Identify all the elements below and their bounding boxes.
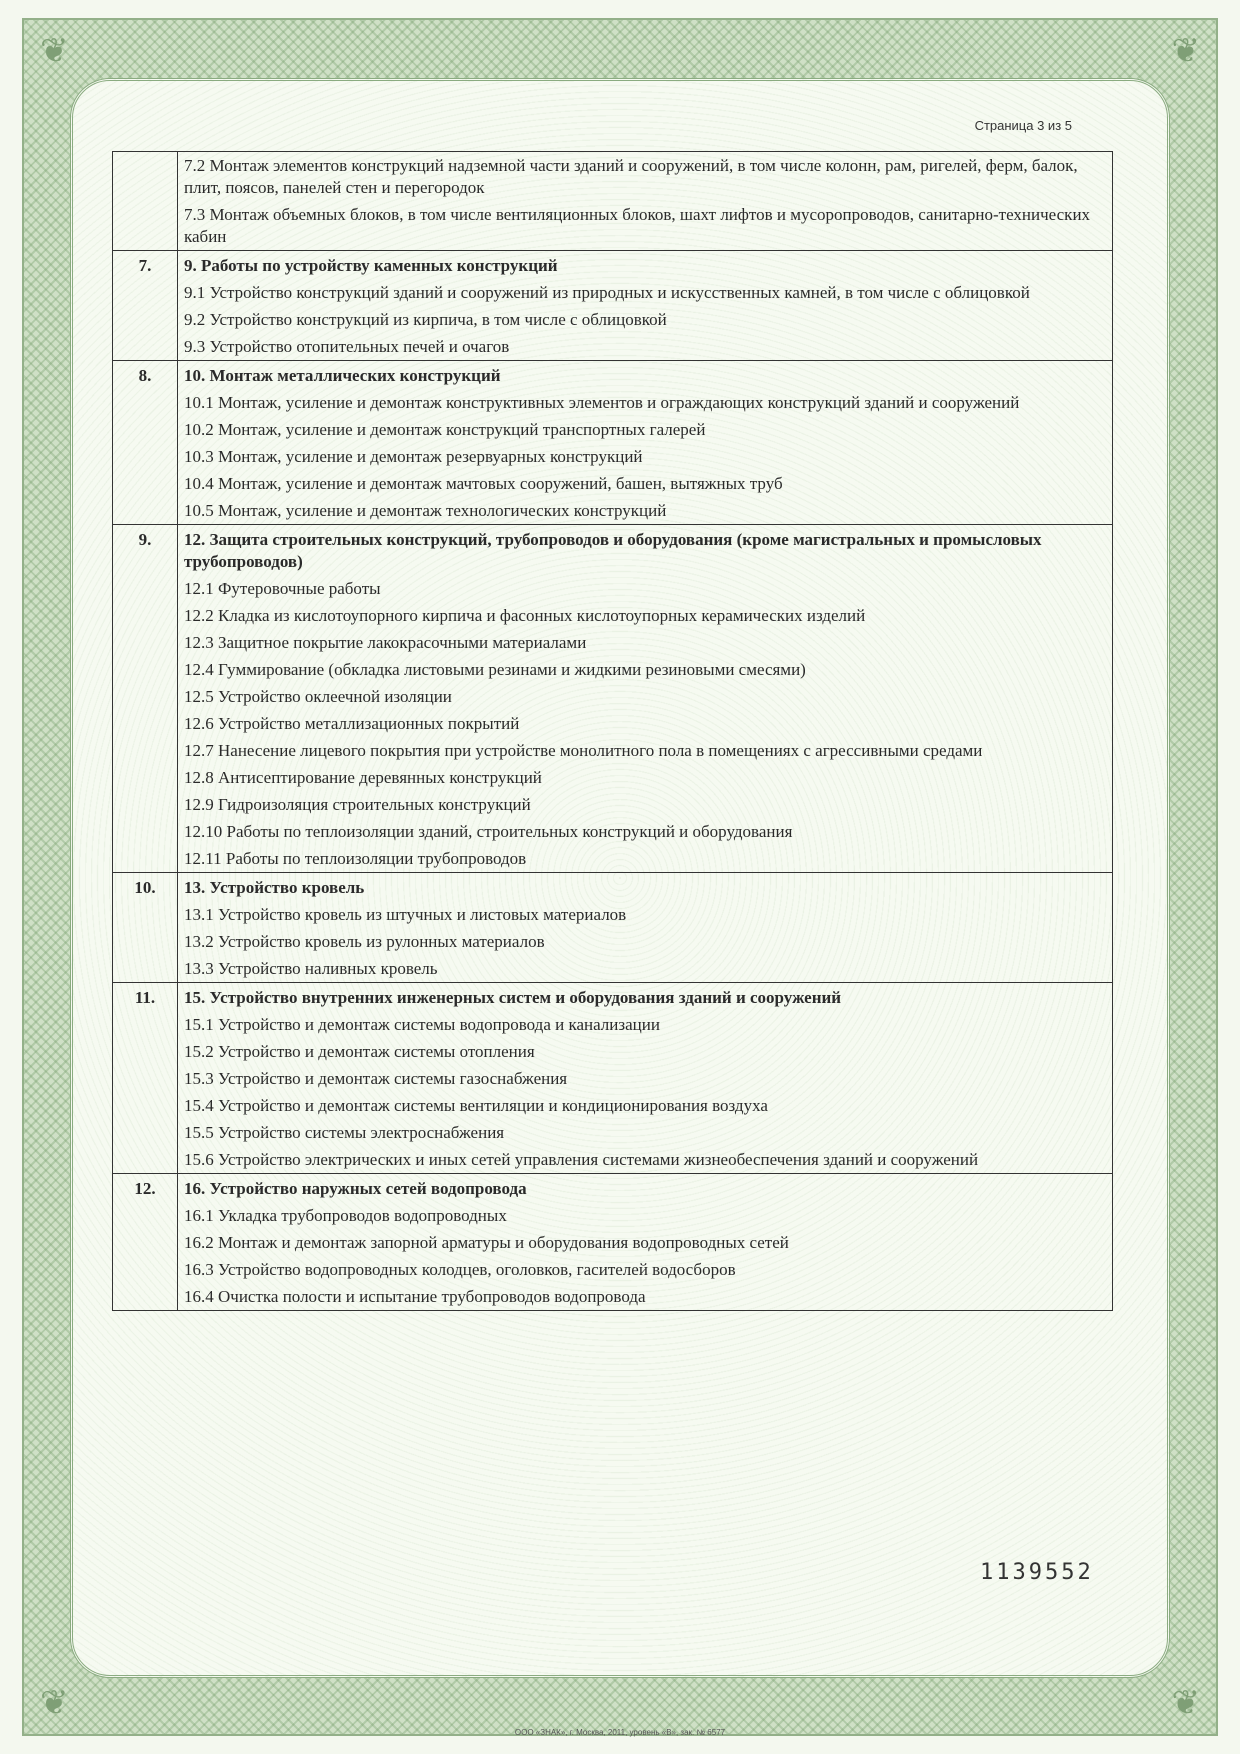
- work-item: 12.7 Нанесение лицевого покрытия при устройстве монолитного пола в помещениях с агрессивными средами: [184, 741, 983, 760]
- work-types-cell: [178, 361, 1113, 525]
- work-item: 12.4 Гуммирование (обкладка листовыми резинами и жидкими резиновыми смесями): [184, 660, 806, 679]
- serial-number: 1139552: [980, 1560, 1094, 1585]
- table-row: [113, 983, 1113, 1174]
- work-item: 10.5 Монтаж, усиление и демонтаж технологических конструкций: [184, 501, 667, 520]
- section-title: 16. Устройство наружных сетей водопровода: [184, 1179, 527, 1198]
- section-title: 12. Защита строительных конструкций, трубопроводов и оборудования (кроме магистральных и промысловых трубопроводов): [184, 530, 1042, 571]
- work-item: 7.3 Монтаж объемных блоков, в том числе вентиляционных блоков, шахт лифтов и мусоропроводов, санитарно-технических кабин: [184, 205, 1091, 246]
- table-row: [113, 152, 1113, 251]
- work-item: 12.8 Антисептирование деревянных конструкций: [184, 768, 542, 787]
- table-row: [113, 873, 1113, 983]
- row-number: 10.: [113, 873, 178, 983]
- work-types-cell: [178, 525, 1113, 873]
- work-item: 12.10 Работы по теплоизоляции зданий, строительных конструкций и оборудования: [184, 822, 793, 841]
- work-item: 12.2 Кладка из кислотоупорного кирпича и фасонных кислотоупорных керамических изделий: [184, 606, 866, 625]
- works-table-body: [113, 152, 1113, 1311]
- corner-ornament-icon: ❦: [40, 1683, 69, 1723]
- section-title: 15. Устройство внутренних инженерных систем и оборудования зданий и сооружений: [184, 988, 842, 1007]
- work-item: 16.2 Монтаж и демонтаж запорной арматуры и оборудования водопроводных сетей: [184, 1233, 789, 1252]
- page-number: Страница 3 из 5: [974, 118, 1072, 133]
- table-row: [113, 525, 1113, 873]
- work-item: 10.3 Монтаж, усиление и демонтаж резервуарных конструкций: [184, 447, 643, 466]
- corner-ornament-icon: ❦: [1171, 31, 1200, 71]
- work-types-cell: [178, 983, 1113, 1174]
- works-table: [112, 151, 1113, 1311]
- work-item: 13.2 Устройство кровель из рулонных материалов: [184, 932, 545, 951]
- work-item: 12.6 Устройство металлизационных покрытий: [184, 714, 520, 733]
- work-item: 12.11 Работы по теплоизоляции трубопроводов: [184, 849, 527, 868]
- work-item: 9.3 Устройство отопительных печей и очагов: [184, 337, 510, 356]
- corner-ornament-icon: ❦: [1171, 1683, 1200, 1723]
- work-item: 15.6 Устройство электрических и иных сетей управления системами жизнеобеспечения зданий и сооружений: [184, 1150, 979, 1169]
- row-number: 7.: [113, 251, 178, 361]
- work-types-cell: [178, 1174, 1113, 1311]
- work-item: 12.5 Устройство оклеечной изоляции: [184, 687, 452, 706]
- row-number: 11.: [113, 983, 178, 1174]
- work-item: 15.2 Устройство и демонтаж системы отопления: [184, 1042, 535, 1061]
- work-item: 16.3 Устройство водопроводных колодцев, оголовков, гасителей водосборов: [184, 1260, 736, 1279]
- work-item: 9.1 Устройство конструкций зданий и сооружений из природных и искусственных камней, в том числе с облицовкой: [184, 283, 1030, 302]
- work-item: 9.2 Устройство конструкций из кирпича, в том числе с облицовкой: [184, 310, 667, 329]
- section-title: 9. Работы по устройству каменных конструкций: [184, 256, 558, 275]
- work-item: 12.3 Защитное покрытие лакокрасочными материалами: [184, 633, 587, 652]
- work-item: 13.1 Устройство кровель из штучных и листовых материалов: [184, 905, 627, 924]
- work-types-cell: [178, 152, 1113, 251]
- row-number: [113, 152, 178, 251]
- work-item: 10.2 Монтаж, усиление и демонтаж конструкций транспортных галерей: [184, 420, 706, 439]
- work-item: 12.1 Футеровочные работы: [184, 579, 381, 598]
- work-item: 10.4 Монтаж, усиление и демонтаж мачтовых сооружений, башен, вытяжных труб: [184, 474, 783, 493]
- section-title: 10. Монтаж металлических конструкций: [184, 366, 501, 385]
- corner-ornament-icon: ❦: [40, 31, 69, 71]
- work-item: 10.1 Монтаж, усиление и демонтаж конструктивных элементов и ограждающих конструкций зданий и сооружений: [184, 393, 1020, 412]
- work-item: 15.1 Устройство и демонтаж системы водопровода и канализации: [184, 1015, 660, 1034]
- work-item: 13.3 Устройство наливных кровель: [184, 959, 438, 978]
- work-types-cell: [178, 251, 1113, 361]
- work-item: 15.5 Устройство системы электроснабжения: [184, 1123, 505, 1142]
- work-item: 16.1 Укладка трубопроводов водопроводных: [184, 1206, 507, 1225]
- printer-footer: ООО «ЗНАК», г. Москва, 2011, уровень «В», зак. № 6577: [514, 1728, 726, 1737]
- work-item: 7.2 Монтаж элементов конструкций надземной части зданий и сооружений, в том числе колонн, рам, ригелей, ферм, балок, плит, поясов, панелей стен и перегородок: [184, 156, 1078, 197]
- row-number: 9.: [113, 525, 178, 873]
- row-number: 12.: [113, 1174, 178, 1311]
- work-item: 12.9 Гидроизоляция строительных конструкций: [184, 795, 531, 814]
- work-item: 15.3 Устройство и демонтаж системы газоснабжения: [184, 1069, 568, 1088]
- work-item: 15.4 Устройство и демонтаж системы вентиляции и кондиционирования воздуха: [184, 1096, 768, 1115]
- work-item: 16.4 Очистка полости и испытание трубопроводов водопровода: [184, 1287, 646, 1306]
- table-row: [113, 361, 1113, 525]
- section-title: 13. Устройство кровель: [184, 878, 365, 897]
- table-row: [113, 251, 1113, 361]
- work-types-cell: [178, 873, 1113, 983]
- table-row: [113, 1174, 1113, 1311]
- row-number: 8.: [113, 361, 178, 525]
